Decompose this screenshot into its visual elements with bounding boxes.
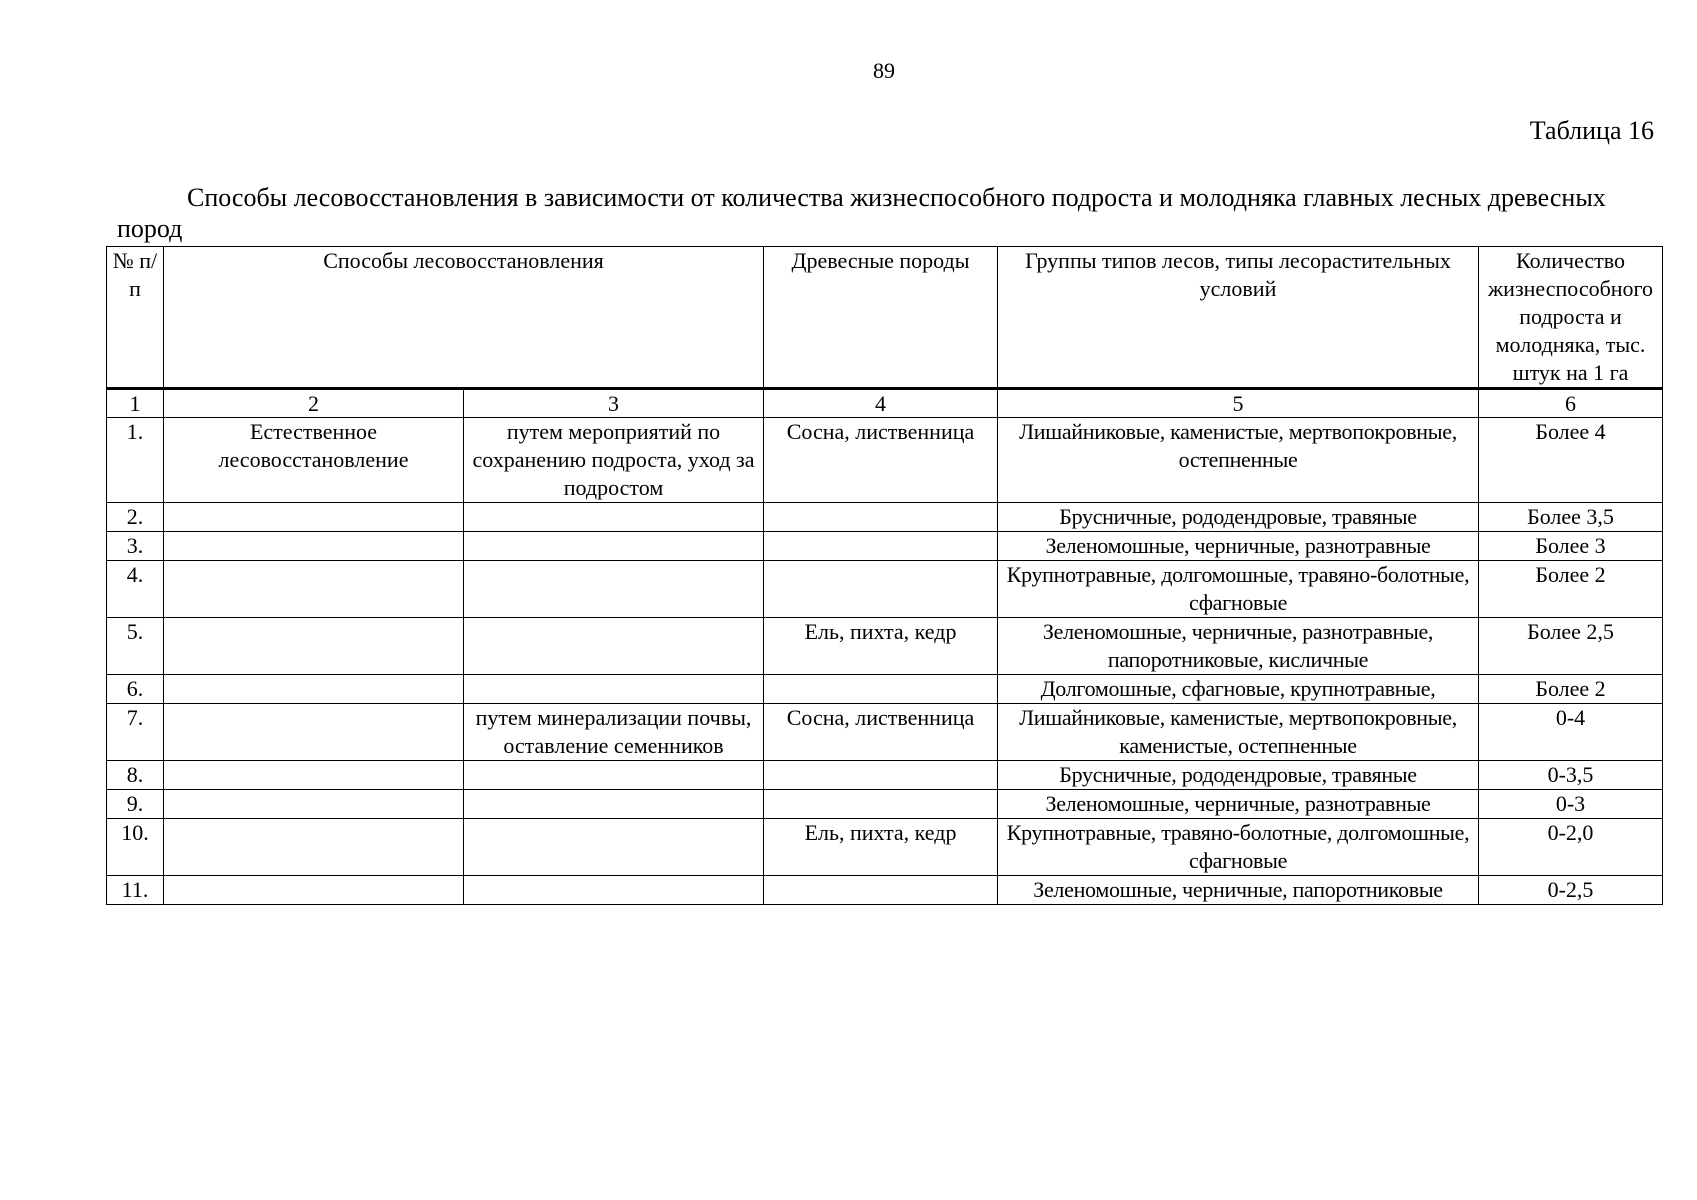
cell-method (164, 761, 464, 790)
cell-num: 10. (107, 819, 164, 876)
header-groups: Группы типов лесов, типы лесорастительных условий (998, 247, 1479, 389)
table-row (107, 819, 1663, 876)
cell-method (164, 618, 464, 675)
cell-method (164, 790, 464, 819)
cell-quantity: Более 2,5 (1479, 618, 1663, 675)
cell-num: 11. (107, 876, 164, 905)
cell-num: 8. (107, 761, 164, 790)
forest-restoration-table (106, 246, 1663, 905)
table-row (107, 790, 1663, 819)
cell-species (764, 761, 998, 790)
cell-submethod: путем минерализации почвы, оставление семенников (464, 704, 764, 761)
cell-quantity: Более 4 (1479, 418, 1663, 503)
header-num: № п/п (107, 247, 164, 389)
cell-quantity: Более 2 (1479, 675, 1663, 704)
cell-method: Естественное лесовосстановление (164, 418, 464, 503)
column-number-row (107, 389, 1663, 418)
cell-submethod (464, 532, 764, 561)
cell-species (764, 675, 998, 704)
cell-quantity: 0-2,5 (1479, 876, 1663, 905)
cell-num: 7. (107, 704, 164, 761)
table-label: Таблица 16 (1529, 116, 1654, 145)
cell-species: Сосна, лиственница (764, 418, 998, 503)
cell-num: 5. (107, 618, 164, 675)
cell-quantity: Более 3,5 (1479, 503, 1663, 532)
cell-submethod (464, 876, 764, 905)
cell-forest-group: Зеленомошные, черничные, папоротниковые (998, 876, 1479, 905)
cell-method (164, 876, 464, 905)
column-number: 1 (107, 389, 164, 418)
cell-num: 1. (107, 418, 164, 503)
cell-forest-group: Лишайниковые, каменистые, мертвопокровные, остепненные (998, 418, 1479, 503)
cell-species (764, 790, 998, 819)
header-quantity: Количество жизнеспособного подроста и молодняка, тыс. штук на 1 га (1479, 247, 1663, 389)
table-row (107, 503, 1663, 532)
table-row (107, 532, 1663, 561)
table-row (107, 761, 1663, 790)
table-row (107, 675, 1663, 704)
header-species: Древесные породы (764, 247, 998, 389)
cell-forest-group: Брусничные, рододендровые, травяные (998, 503, 1479, 532)
cell-forest-group: Зеленомошные, черничные, разнотравные, папоротниковые, кисличные (998, 618, 1479, 675)
cell-species: Сосна, лиственница (764, 704, 998, 761)
cell-submethod (464, 675, 764, 704)
cell-num: 2. (107, 503, 164, 532)
cell-species: Ель, пихта, кедр (764, 819, 998, 876)
cell-method (164, 819, 464, 876)
cell-submethod: путем мероприятий по сохранению подроста, уход за подростом (464, 418, 764, 503)
cell-forest-group: Крупнотравные, травяно-болотные, долгомошные, сфагновые (998, 819, 1479, 876)
cell-species (764, 532, 998, 561)
cell-quantity: Более 2 (1479, 561, 1663, 618)
column-number: 6 (1479, 389, 1663, 418)
cell-submethod (464, 819, 764, 876)
cell-submethod (464, 790, 764, 819)
cell-submethod (464, 618, 764, 675)
cell-quantity: Более 3 (1479, 532, 1663, 561)
header-methods: Способы лесовосстановления (164, 247, 764, 389)
column-number: 5 (998, 389, 1479, 418)
table-row (107, 618, 1663, 675)
cell-species (764, 503, 998, 532)
column-number: 3 (464, 389, 764, 418)
cell-species: Ель, пихта, кедр (764, 618, 998, 675)
cell-submethod (464, 761, 764, 790)
cell-quantity: 0-3 (1479, 790, 1663, 819)
cell-num: 3. (107, 532, 164, 561)
table-caption: Способы лесовосстановления в зависимости от количества жизнеспособного подроста и молодняка главных лесных древесных пород (117, 183, 1606, 243)
cell-quantity: 0-4 (1479, 704, 1663, 761)
cell-num: 4. (107, 561, 164, 618)
cell-forest-group: Брусничные, рододендровые, травяные (998, 761, 1479, 790)
cell-method (164, 532, 464, 561)
column-number: 4 (764, 389, 998, 418)
cell-method (164, 704, 464, 761)
table-row (107, 876, 1663, 905)
table-row (107, 561, 1663, 618)
cell-submethod (464, 561, 764, 618)
page-number: 89 (873, 58, 895, 83)
cell-species (764, 876, 998, 905)
table-row (107, 418, 1663, 503)
cell-quantity: 0-3,5 (1479, 761, 1663, 790)
cell-forest-group: Долгомошные, сфагновые, крупнотравные, (998, 675, 1479, 704)
cell-submethod (464, 503, 764, 532)
cell-method (164, 561, 464, 618)
cell-forest-group: Зеленомошные, черничные, разнотравные (998, 532, 1479, 561)
cell-forest-group: Крупнотравные, долгомошные, травяно-болотные, сфагновые (998, 561, 1479, 618)
header-row (107, 247, 1663, 389)
table-row (107, 704, 1663, 761)
cell-species (764, 561, 998, 618)
cell-forest-group: Зеленомошные, черничные, разнотравные (998, 790, 1479, 819)
cell-quantity: 0-2,0 (1479, 819, 1663, 876)
cell-num: 9. (107, 790, 164, 819)
column-number: 2 (164, 389, 464, 418)
cell-method (164, 675, 464, 704)
cell-forest-group: Лишайниковые, каменистые, мертвопокровные, каменистые, остепненные (998, 704, 1479, 761)
cell-num: 6. (107, 675, 164, 704)
cell-method (164, 503, 464, 532)
